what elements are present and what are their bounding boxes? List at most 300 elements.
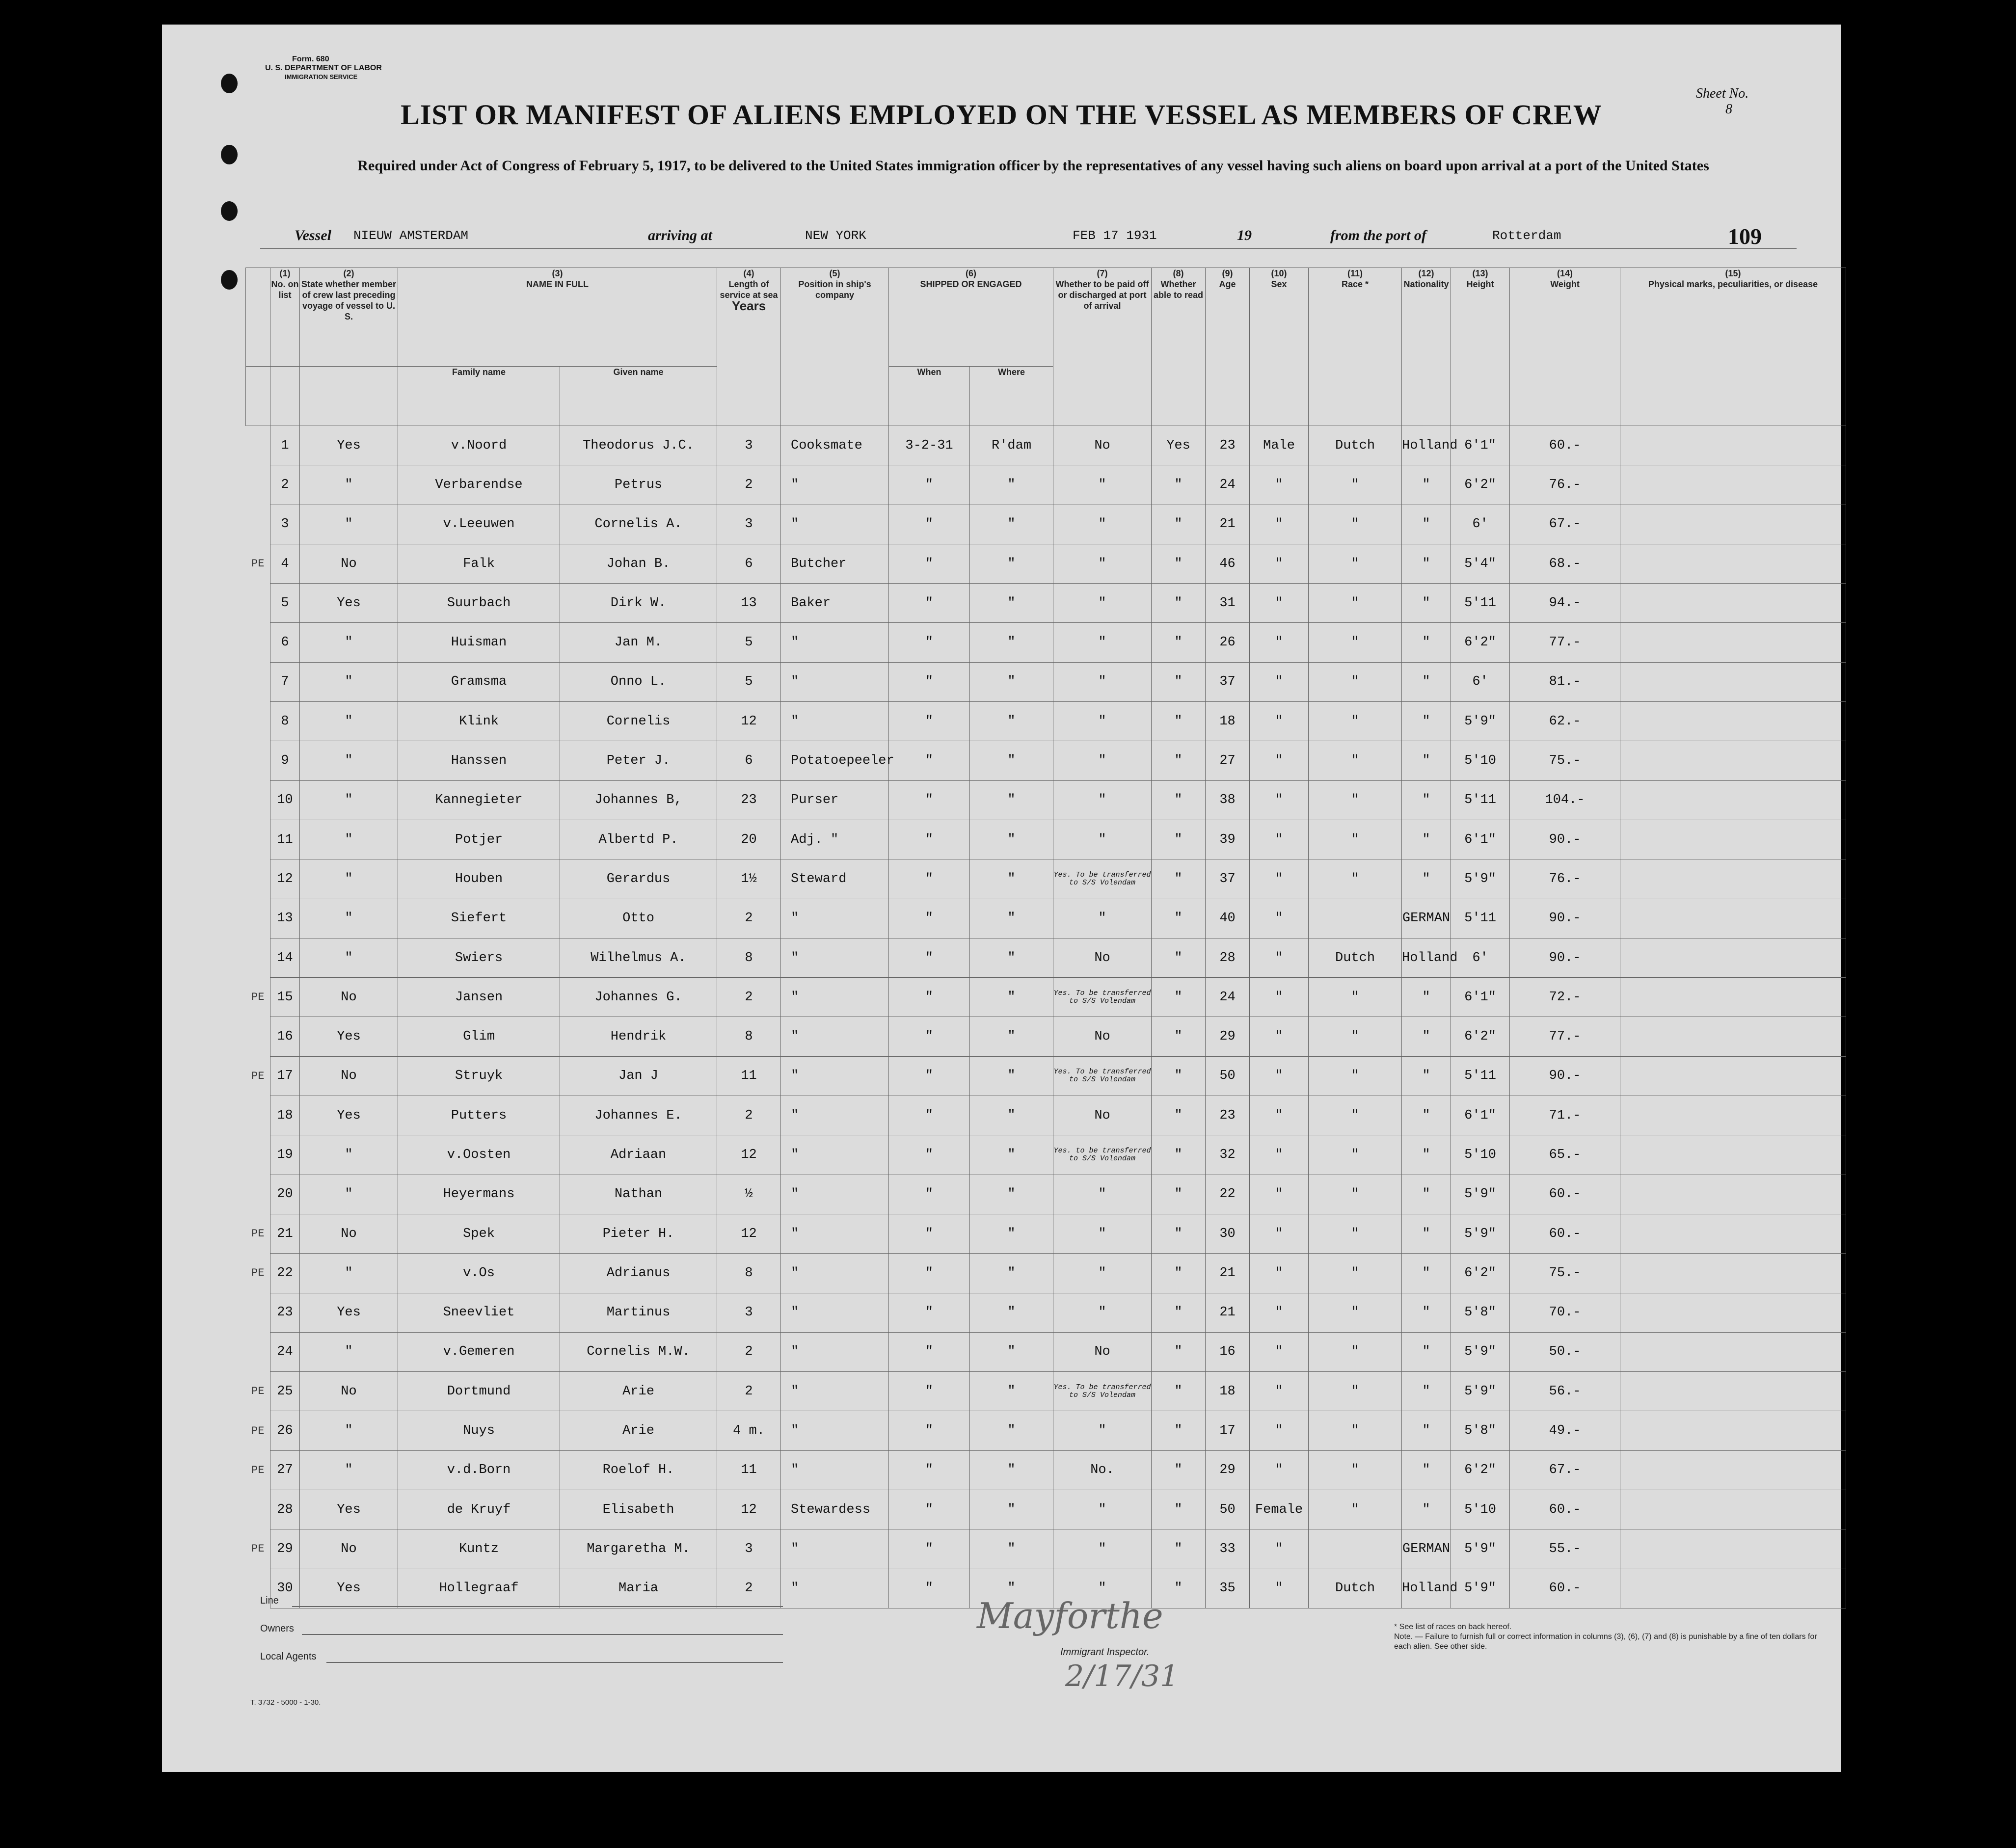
length-of-service-cell: 2	[717, 1569, 781, 1608]
family-name-cell: Gramsma	[398, 662, 560, 701]
margin-note: PE	[251, 1543, 265, 1555]
physical-marks-cell	[1620, 1017, 1846, 1056]
paid-off-cell: Yes. To be transferred to S/S Volendam	[1053, 1372, 1152, 1411]
physical-marks-cell	[1620, 584, 1846, 623]
age-cell: 18	[1206, 702, 1250, 741]
physical-marks-cell	[1620, 741, 1846, 780]
physical-marks-cell	[1620, 1569, 1846, 1608]
row-number-cell: 1	[270, 426, 300, 465]
nationality-cell: "	[1402, 1332, 1451, 1371]
nationality-cell: "	[1402, 1135, 1451, 1175]
previous-voyage-cell: "	[300, 859, 398, 899]
table-row	[246, 899, 1846, 938]
race-cell: "	[1309, 505, 1402, 544]
col-header-when: When	[889, 367, 970, 426]
margin-note	[246, 1332, 270, 1371]
sex-cell: "	[1250, 1569, 1309, 1608]
table-row	[246, 1332, 1846, 1371]
nationality-cell: Holland	[1402, 426, 1451, 465]
age-cell: 37	[1206, 662, 1250, 701]
form-number: Form. 680	[292, 55, 329, 63]
able-to-read-cell: "	[1152, 702, 1206, 741]
able-to-read-cell: "	[1152, 1490, 1206, 1529]
weight-cell: 67.-	[1510, 505, 1620, 544]
sex-cell: "	[1250, 465, 1309, 505]
physical-marks-cell	[1620, 820, 1846, 859]
shipped-when-cell: "	[889, 702, 970, 741]
shipped-when-cell: "	[889, 544, 970, 583]
physical-marks-cell	[1620, 780, 1846, 820]
margin-note	[246, 1017, 270, 1056]
local-agents-field	[326, 1662, 783, 1663]
height-cell: 5'8"	[1451, 1293, 1510, 1332]
able-to-read-cell: "	[1152, 741, 1206, 780]
previous-voyage-cell: "	[300, 899, 398, 938]
shipped-where-cell: "	[970, 978, 1053, 1017]
position-cell: "	[781, 702, 889, 741]
weight-cell: 56.-	[1510, 1372, 1620, 1411]
col-header-family-name: Family name	[398, 367, 560, 426]
shipped-when-cell: "	[889, 1017, 970, 1056]
position-cell: Purser	[781, 780, 889, 820]
paid-off-cell: No	[1053, 426, 1152, 465]
able-to-read-cell: "	[1152, 978, 1206, 1017]
length-of-service-cell: 5	[717, 662, 781, 701]
table-row	[246, 1450, 1846, 1490]
sex-cell: "	[1250, 820, 1309, 859]
family-name-cell: Heyermans	[398, 1175, 560, 1214]
margin-note	[246, 820, 270, 859]
paid-off-cell: Yes. to be transferred to S/S Volendam	[1053, 1135, 1152, 1175]
nationality-cell: "	[1402, 1411, 1451, 1450]
nationality-cell: "	[1402, 820, 1451, 859]
table-row	[246, 1529, 1846, 1569]
physical-marks-cell	[1620, 859, 1846, 899]
given-name-cell: Johannes E.	[560, 1096, 717, 1135]
length-of-service-cell: 4 m.	[717, 1411, 781, 1450]
weight-cell: 71.-	[1510, 1096, 1620, 1135]
family-name-cell: Falk	[398, 544, 560, 583]
physical-marks-cell	[1620, 1056, 1846, 1096]
sex-cell: "	[1250, 544, 1309, 583]
paid-off-cell: "	[1053, 505, 1152, 544]
nationality-cell: "	[1402, 1254, 1451, 1293]
height-cell: 6'2"	[1451, 623, 1510, 662]
weight-cell: 75.-	[1510, 1254, 1620, 1293]
shipped-when-cell: "	[889, 1096, 970, 1135]
sex-cell: "	[1250, 1254, 1309, 1293]
sex-cell: "	[1250, 1135, 1309, 1175]
col-header-service: (4) Length of service at sea Years	[717, 268, 781, 426]
margin-note: PE	[251, 991, 265, 1004]
family-name-cell: Glim	[398, 1017, 560, 1056]
table-row	[246, 1293, 1846, 1332]
sex-cell: "	[1250, 662, 1309, 701]
margin-note	[246, 505, 270, 544]
manifest-subtitle: Required under Act of Congress of February 5, 1917, to be delivered to the United States immigration officer by the representatives of any vessel having such aliens on board upon arrival at a port of the United States	[357, 158, 1709, 174]
sex-cell: "	[1250, 1332, 1309, 1371]
age-cell: 27	[1206, 741, 1250, 780]
col-header-previous-blank	[300, 367, 398, 426]
length-of-service-cell: 2	[717, 899, 781, 938]
position-cell: "	[781, 978, 889, 1017]
length-of-service-cell: ½	[717, 1175, 781, 1214]
nationality-cell: "	[1402, 465, 1451, 505]
length-of-service-cell: 13	[717, 584, 781, 623]
row-number-cell: 14	[270, 938, 300, 977]
height-cell: 6'	[1451, 938, 1510, 977]
age-cell: 40	[1206, 899, 1250, 938]
shipped-when-cell: "	[889, 1214, 970, 1253]
nationality-cell: "	[1402, 702, 1451, 741]
col-header-sex: (10) Sex	[1250, 268, 1309, 426]
nationality-cell: "	[1402, 1096, 1451, 1135]
length-of-service-cell: 8	[717, 1017, 781, 1056]
able-to-read-cell: "	[1152, 938, 1206, 977]
age-cell: 23	[1206, 1096, 1250, 1135]
row-number-cell: 8	[270, 702, 300, 741]
department-name: U. S. DEPARTMENT OF LABOR	[265, 64, 382, 72]
paid-off-cell: "	[1053, 544, 1152, 583]
nationality-cell: "	[1402, 623, 1451, 662]
family-name-cell: Huisman	[398, 623, 560, 662]
col-header-race: (11) Race *	[1309, 268, 1402, 426]
weight-cell: 90.-	[1510, 899, 1620, 938]
col-header-nationality: (12) Nationality	[1402, 268, 1451, 426]
given-name-cell: Hendrik	[560, 1017, 717, 1056]
binder-hole	[221, 145, 238, 164]
physical-marks-cell	[1620, 1490, 1846, 1529]
able-to-read-cell: "	[1152, 623, 1206, 662]
table-row	[246, 1175, 1846, 1214]
row-number-cell: 12	[270, 859, 300, 899]
height-cell: 5'11	[1451, 899, 1510, 938]
given-name-cell: Gerardus	[560, 859, 717, 899]
shipped-where-cell: "	[970, 1017, 1053, 1056]
margin-column	[246, 268, 270, 367]
nationality-cell: "	[1402, 1490, 1451, 1529]
given-name-cell: Johan B.	[560, 544, 717, 583]
race-cell: "	[1309, 1450, 1402, 1490]
position-cell: "	[781, 1254, 889, 1293]
position-cell: "	[781, 623, 889, 662]
able-to-read-cell: "	[1152, 1135, 1206, 1175]
penalty-note: Note. — Failure to furnish full or correct information in columns (3), (6), (7) and (8) is punishable by a fine of ten dollars for each alien. See other side.	[1394, 1633, 1817, 1651]
physical-marks-cell	[1620, 702, 1846, 741]
shipped-where-cell: "	[970, 899, 1053, 938]
race-cell: "	[1309, 662, 1402, 701]
previous-voyage-cell: "	[300, 1175, 398, 1214]
race-cell	[1309, 1529, 1402, 1569]
able-to-read-cell: Yes	[1152, 426, 1206, 465]
sex-cell: "	[1250, 1175, 1309, 1214]
margin-note	[246, 702, 270, 741]
height-cell: 6'2"	[1451, 1450, 1510, 1490]
previous-voyage-cell: No	[300, 978, 398, 1017]
family-name-cell: Houben	[398, 859, 560, 899]
position-cell: "	[781, 1096, 889, 1135]
physical-marks-cell	[1620, 662, 1846, 701]
length-of-service-cell: 2	[717, 1372, 781, 1411]
shipped-where-cell: "	[970, 1135, 1053, 1175]
given-name-cell: Theodorus J.C.	[560, 426, 717, 465]
family-name-cell: Putters	[398, 1096, 560, 1135]
page-number: 109	[1728, 224, 1762, 249]
binder-hole	[221, 74, 238, 93]
shipped-where-cell: R'dam	[970, 426, 1053, 465]
position-cell: Steward	[781, 859, 889, 899]
margin-note: PE	[251, 558, 265, 570]
previous-voyage-cell: "	[300, 1135, 398, 1175]
shipped-where-cell: "	[970, 1490, 1053, 1529]
given-name-cell: Margaretha M.	[560, 1529, 717, 1569]
table-row	[246, 1096, 1846, 1135]
shipped-where-cell: "	[970, 1372, 1053, 1411]
given-name-cell: Cornelis M.W.	[560, 1332, 717, 1371]
height-cell: 5'9"	[1451, 1529, 1510, 1569]
col-header-no: (1) No. on list	[270, 268, 300, 367]
position-cell: Cooksmate	[781, 426, 889, 465]
age-cell: 46	[1206, 544, 1250, 583]
given-name-cell: Maria	[560, 1569, 717, 1608]
shipped-where-cell: "	[970, 623, 1053, 662]
shipped-when-cell: "	[889, 1293, 970, 1332]
shipped-when-cell: "	[889, 662, 970, 701]
previous-voyage-cell: "	[300, 1411, 398, 1450]
age-cell: 16	[1206, 1332, 1250, 1371]
able-to-read-cell: "	[1152, 1411, 1206, 1450]
height-cell: 6'1"	[1451, 1096, 1510, 1135]
age-cell: 31	[1206, 584, 1250, 623]
family-name-cell: Swiers	[398, 938, 560, 977]
margin-note	[246, 741, 270, 780]
row-number-cell: 13	[270, 899, 300, 938]
margin-note	[246, 1096, 270, 1135]
able-to-read-cell: "	[1152, 1450, 1206, 1490]
table-row	[246, 1214, 1846, 1253]
nationality-cell: "	[1402, 1372, 1451, 1411]
margin-note: PE	[251, 1070, 265, 1082]
paid-off-cell: No	[1053, 938, 1152, 977]
shipped-where-cell: "	[970, 662, 1053, 701]
margin-note	[246, 780, 270, 820]
shipped-where-cell: "	[970, 1569, 1053, 1608]
family-name-cell: v.Noord	[398, 426, 560, 465]
row-number-cell: 2	[270, 465, 300, 505]
height-cell: 5'11	[1451, 1056, 1510, 1096]
position-cell: Baker	[781, 584, 889, 623]
physical-marks-cell	[1620, 1254, 1846, 1293]
paid-off-cell: Yes. To be transferred to S/S Volendam	[1053, 978, 1152, 1017]
nationality-cell: "	[1402, 1056, 1451, 1096]
age-cell: 24	[1206, 978, 1250, 1017]
table-row	[246, 780, 1846, 820]
nationality-cell: "	[1402, 505, 1451, 544]
age-cell: 26	[1206, 623, 1250, 662]
height-cell: 5'10	[1451, 1135, 1510, 1175]
physical-marks-cell	[1620, 1175, 1846, 1214]
given-name-cell: Adrianus	[560, 1254, 717, 1293]
nationality-cell: "	[1402, 584, 1451, 623]
weight-cell: 60.-	[1510, 1490, 1620, 1529]
given-name-cell: Jan J	[560, 1056, 717, 1096]
arriving-label: arriving at	[648, 227, 712, 243]
sex-cell: "	[1250, 505, 1309, 544]
nationality-cell: GERMAN	[1402, 1529, 1451, 1569]
family-name-cell: Dortmund	[398, 1372, 560, 1411]
length-of-service-cell: 5	[717, 623, 781, 662]
paid-off-cell: "	[1053, 623, 1152, 662]
length-of-service-cell: 3	[717, 1529, 781, 1569]
height-cell: 5'9"	[1451, 1569, 1510, 1608]
age-cell: 29	[1206, 1017, 1250, 1056]
physical-marks-cell	[1620, 623, 1846, 662]
paid-off-cell: "	[1053, 1214, 1152, 1253]
arrival-date: FEB 17 1931	[1073, 228, 1157, 243]
race-cell: "	[1309, 1332, 1402, 1371]
margin-note	[246, 584, 270, 623]
nationality-cell: Holland	[1402, 1569, 1451, 1608]
col-header-height: (13) Height	[1451, 268, 1510, 426]
previous-voyage-cell: "	[300, 741, 398, 780]
vessel-line	[260, 223, 1797, 249]
row-number-cell: 7	[270, 662, 300, 701]
shipped-where-cell: "	[970, 584, 1053, 623]
nationality-cell: "	[1402, 1017, 1451, 1056]
shipped-when-cell: "	[889, 1450, 970, 1490]
shipped-when-cell: "	[889, 978, 970, 1017]
able-to-read-cell: "	[1152, 1293, 1206, 1332]
table-row	[246, 662, 1846, 701]
margin-note	[246, 899, 270, 938]
race-cell: "	[1309, 1372, 1402, 1411]
able-to-read-cell: "	[1152, 820, 1206, 859]
margin-note	[246, 662, 270, 701]
col-header-age: (9) Age	[1206, 268, 1250, 426]
age-cell: 35	[1206, 1569, 1250, 1608]
able-to-read-cell: "	[1152, 662, 1206, 701]
shipped-when-cell: "	[889, 584, 970, 623]
able-to-read-cell: "	[1152, 1569, 1206, 1608]
row-number-cell: 25	[270, 1372, 300, 1411]
position-cell: "	[781, 465, 889, 505]
previous-voyage-cell: Yes	[300, 1293, 398, 1332]
margin-note	[246, 465, 270, 505]
sex-cell: "	[1250, 780, 1309, 820]
weight-cell: 77.-	[1510, 1017, 1620, 1056]
previous-voyage-cell: Yes	[300, 1490, 398, 1529]
length-of-service-cell: 3	[717, 1293, 781, 1332]
given-name-cell: Arie	[560, 1372, 717, 1411]
family-name-cell: Verbarendse	[398, 465, 560, 505]
shipped-where-cell: "	[970, 544, 1053, 583]
paid-off-cell: "	[1053, 1411, 1152, 1450]
shipped-where-cell: "	[970, 741, 1053, 780]
paid-off-cell: "	[1053, 1490, 1152, 1529]
weight-cell: 60.-	[1510, 426, 1620, 465]
paid-off-cell: No	[1053, 1332, 1152, 1371]
length-of-service-cell: 6	[717, 741, 781, 780]
age-cell: 28	[1206, 938, 1250, 977]
inspector-signature: Mayforthe	[977, 1595, 1163, 1636]
year-label: 19	[1237, 227, 1252, 243]
paid-off-cell: "	[1053, 584, 1152, 623]
family-name-cell: v.Leeuwen	[398, 505, 560, 544]
sex-cell: "	[1250, 1529, 1309, 1569]
row-number-cell: 5	[270, 584, 300, 623]
family-name-cell: v.Gemeren	[398, 1332, 560, 1371]
row-number-cell: 23	[270, 1293, 300, 1332]
sheet-number: 8	[1725, 102, 1732, 117]
physical-marks-cell	[1620, 1135, 1846, 1175]
given-name-cell: Adriaan	[560, 1135, 717, 1175]
shipped-when-cell: "	[889, 780, 970, 820]
able-to-read-cell: "	[1152, 1372, 1206, 1411]
row-number-cell: 18	[270, 1096, 300, 1135]
height-cell: 5'4"	[1451, 544, 1510, 583]
able-to-read-cell: "	[1152, 544, 1206, 583]
age-cell: 50	[1206, 1056, 1250, 1096]
age-cell: 21	[1206, 505, 1250, 544]
margin-note	[246, 1175, 270, 1214]
row-number-cell: 22	[270, 1254, 300, 1293]
crew-table	[245, 268, 1846, 1608]
race-cell: Dutch	[1309, 426, 1402, 465]
length-of-service-cell: 2	[717, 978, 781, 1017]
given-name-cell: Petrus	[560, 465, 717, 505]
previous-voyage-cell: "	[300, 662, 398, 701]
length-of-service-cell: 2	[717, 465, 781, 505]
race-cell: "	[1309, 702, 1402, 741]
able-to-read-cell: "	[1152, 1332, 1206, 1371]
vessel-name: NIEUW AMSTERDAM	[353, 228, 469, 243]
race-cell: Dutch	[1309, 938, 1402, 977]
height-cell: 6'1"	[1451, 426, 1510, 465]
height-cell: 5'11	[1451, 584, 1510, 623]
sex-cell: "	[1250, 1411, 1309, 1450]
previous-voyage-cell: Yes	[300, 1096, 398, 1135]
table-row	[246, 1372, 1846, 1411]
race-cell: "	[1309, 859, 1402, 899]
sex-cell: Male	[1250, 426, 1309, 465]
physical-marks-cell	[1620, 1411, 1846, 1450]
previous-voyage-cell: No	[300, 1372, 398, 1411]
shipped-when-cell: "	[889, 938, 970, 977]
family-name-cell: Sneevliet	[398, 1293, 560, 1332]
weight-cell: 81.-	[1510, 662, 1620, 701]
arrival-port: NEW YORK	[805, 228, 866, 243]
height-cell: 5'9"	[1451, 702, 1510, 741]
shipped-where-cell: "	[970, 702, 1053, 741]
margin-note: PE	[251, 1267, 265, 1280]
nationality-cell: "	[1402, 1450, 1451, 1490]
height-cell: 6'	[1451, 505, 1510, 544]
family-name-cell: Kannegieter	[398, 780, 560, 820]
able-to-read-cell: "	[1152, 465, 1206, 505]
row-number-cell: 3	[270, 505, 300, 544]
weight-cell: 90.-	[1510, 820, 1620, 859]
shipped-where-cell: "	[970, 1332, 1053, 1371]
age-cell: 33	[1206, 1529, 1250, 1569]
shipped-when-cell: "	[889, 1490, 970, 1529]
race-cell: "	[1309, 820, 1402, 859]
race-cell: "	[1309, 465, 1402, 505]
height-cell: 5'9"	[1451, 1214, 1510, 1253]
form-header	[265, 55, 382, 81]
weight-cell: 75.-	[1510, 741, 1620, 780]
shipped-when-cell: "	[889, 1175, 970, 1214]
physical-marks-cell	[1620, 938, 1846, 977]
